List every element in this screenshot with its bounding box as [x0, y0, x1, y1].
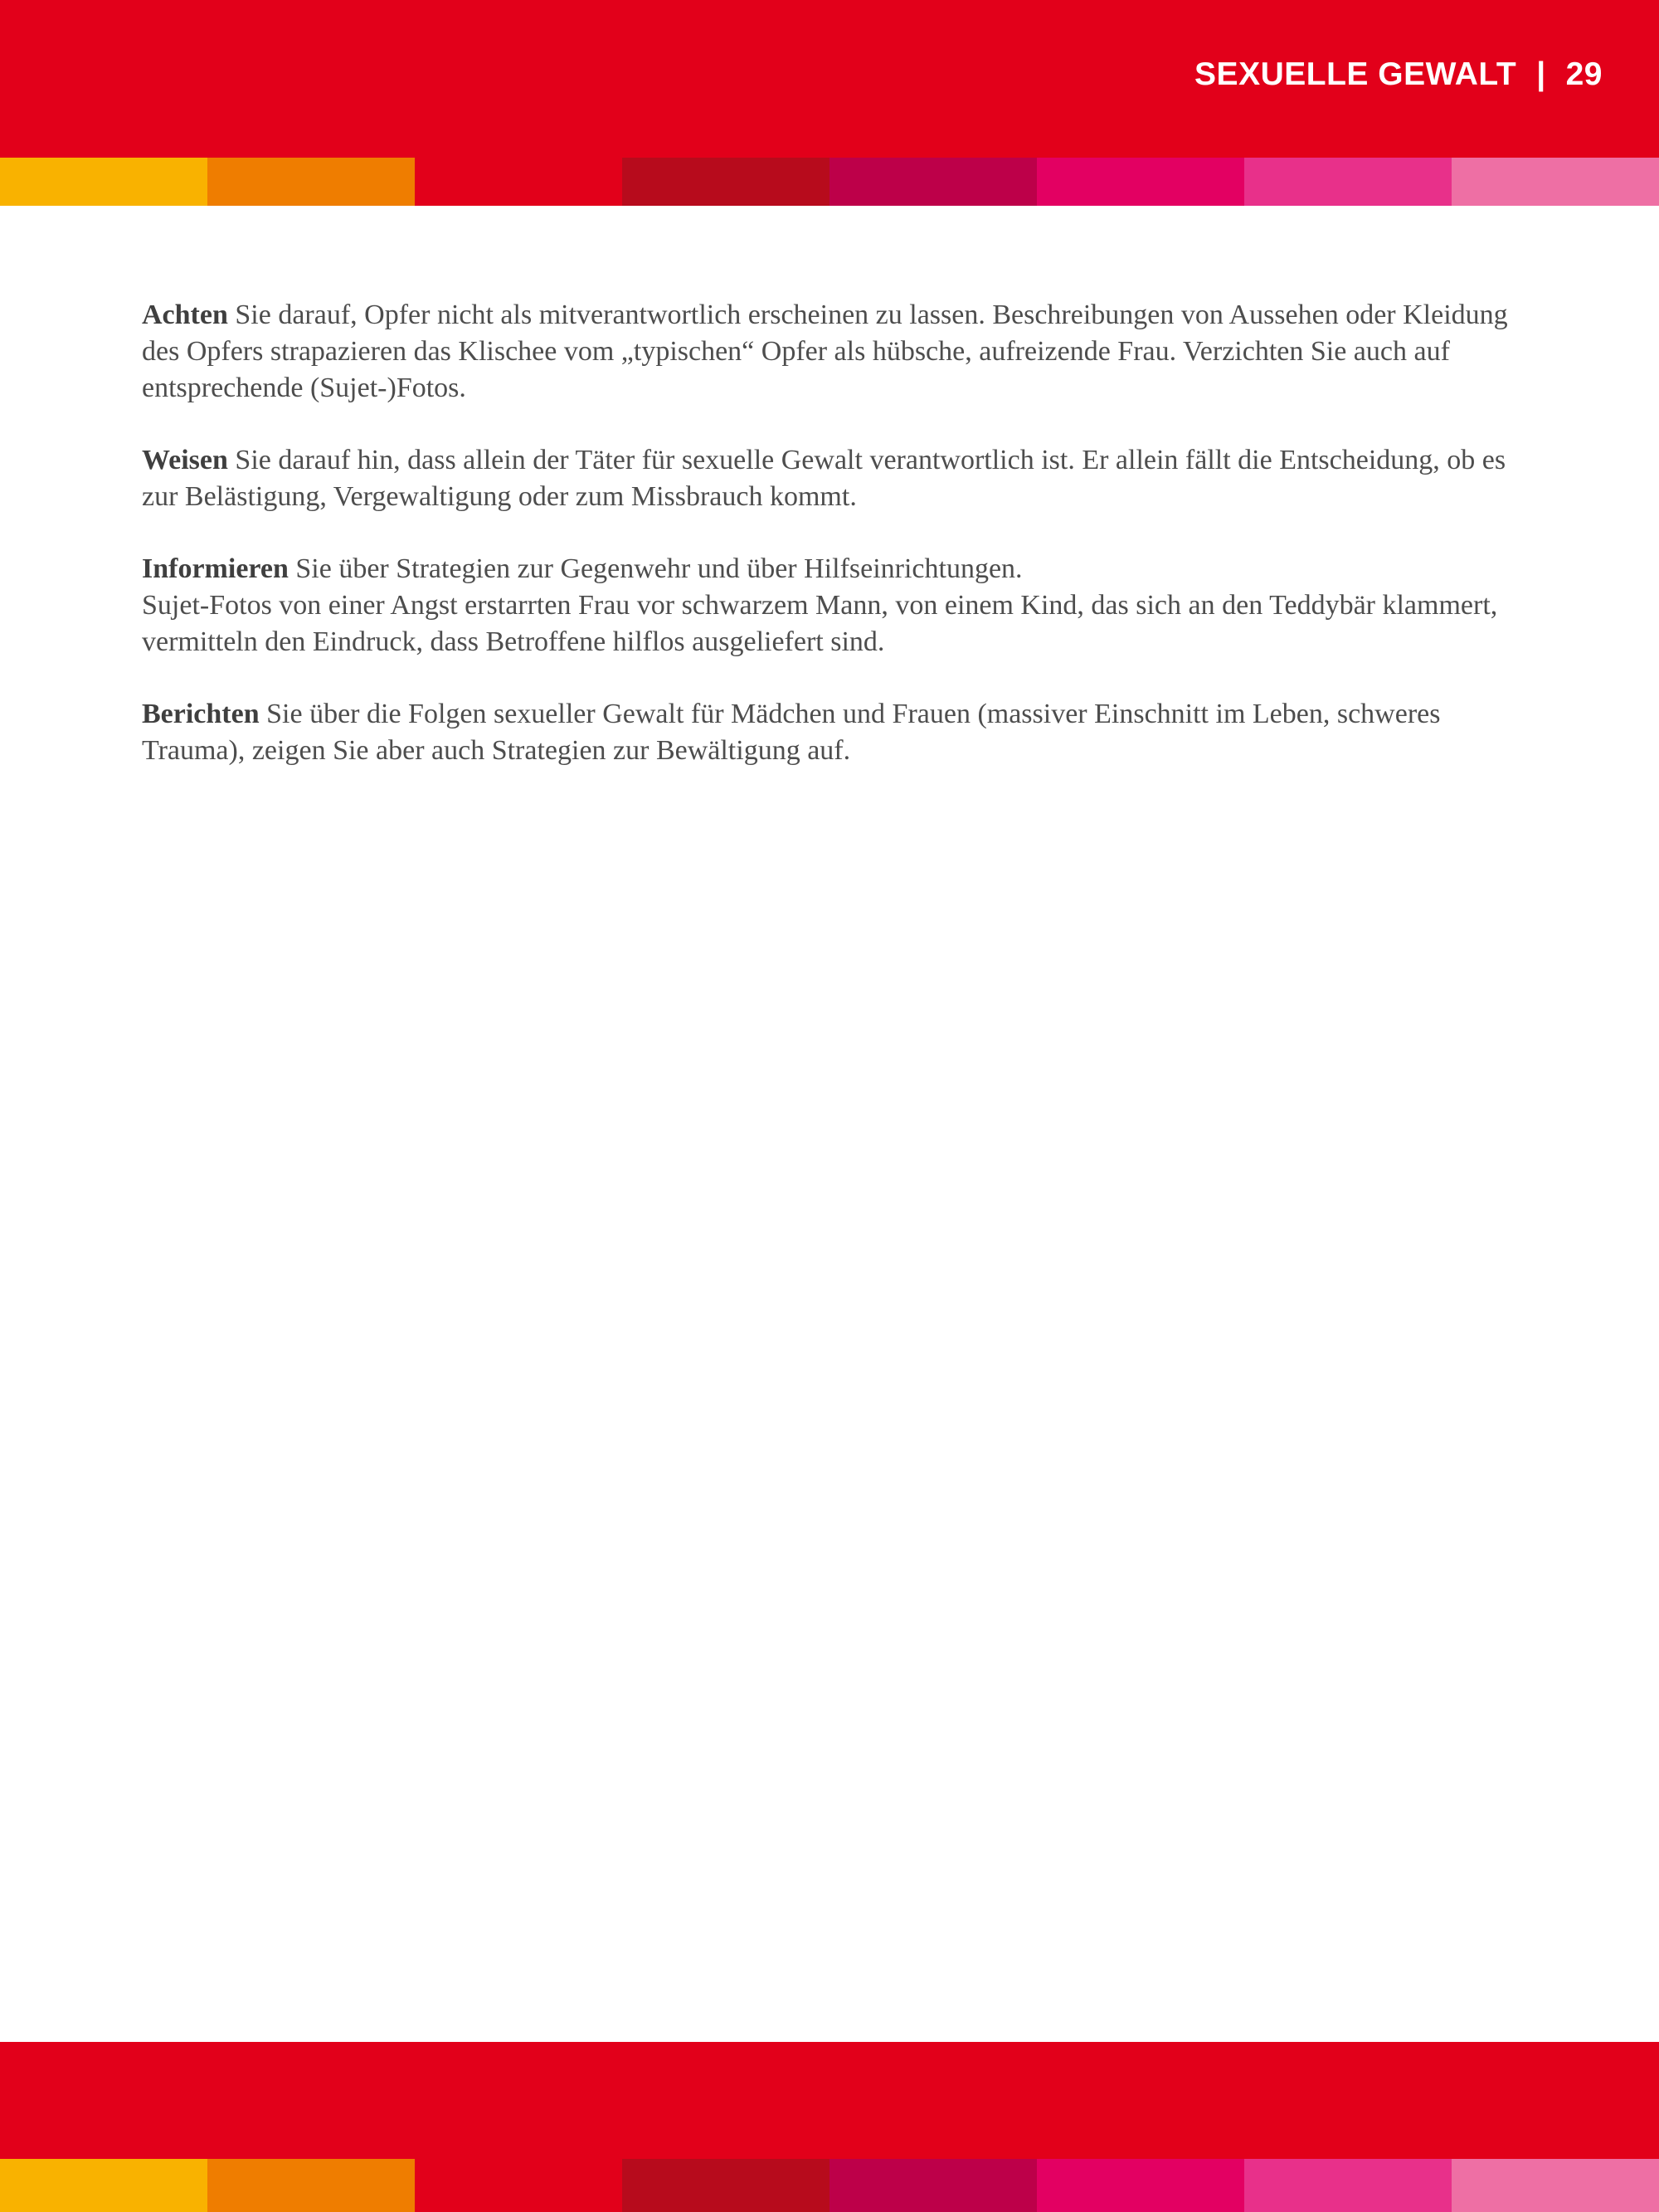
- header-separator: |: [1536, 56, 1546, 92]
- paragraph-lead: Weisen: [142, 445, 228, 475]
- stripe-segment-4: [622, 2159, 830, 2212]
- bottom-color-stripe: [0, 2159, 1659, 2212]
- paragraph-lead: Informieren: [142, 553, 289, 584]
- stripe-segment-5: [830, 158, 1037, 206]
- stripe-segment-7: [1244, 158, 1452, 206]
- paragraph-text: Sie darauf, Opfer nicht als mitverantwortlich erscheinen zu lassen. Beschreibungen von Aussehen oder Kleidung des Opfers strapazieren das Klischee vom „typischen“ Opfer als hübsche, aufreizende Frau. Verzichten Sie auch auf entsprechende (Sujet-)Fotos.: [142, 300, 1508, 403]
- stripe-segment-2: [207, 2159, 415, 2212]
- paragraph-weisen: [142, 442, 1535, 515]
- stripe-segment-3: [415, 158, 622, 206]
- paragraph-text: Sie über Strategien zur Gegenwehr und über Hilfseinrichtungen.: [295, 553, 1023, 584]
- stripe-segment-3: [415, 2159, 622, 2212]
- top-color-stripe: [0, 158, 1659, 206]
- stripe-segment-7: [1244, 2159, 1452, 2212]
- footer-band: [0, 2042, 1659, 2159]
- paragraph-berichten: [142, 696, 1535, 769]
- paragraph-continuation: Sujet-Fotos von einer Angst erstarrten Frau vor schwarzem Mann, von einem Kind, das sich an den Teddybär klammert, vermitteln den Eindruck, dass Betroffene hilflos ausgeliefert sind.: [142, 590, 1498, 657]
- stripe-segment-6: [1037, 2159, 1244, 2212]
- stripe-segment-8: [1452, 158, 1659, 206]
- paragraph-lead: Achten: [142, 300, 228, 330]
- stripe-segment-2: [207, 158, 415, 206]
- paragraph-text: Sie darauf hin, dass allein der Täter für sexuelle Gewalt verantwortlich ist. Er allein fällt die Entscheidung, ob es zur Belästigung, Vergewaltigung oder zum Missbrauch kommt.: [142, 445, 1506, 512]
- stripe-segment-5: [830, 2159, 1037, 2212]
- running-header: [1194, 58, 1603, 90]
- stripe-segment-1: [0, 2159, 207, 2212]
- header-band: [0, 0, 1659, 158]
- section-title: SEXUELLE GEWALT: [1194, 56, 1517, 92]
- paragraph-informieren: [142, 551, 1535, 660]
- stripe-segment-1: [0, 158, 207, 206]
- paragraph-text: Sie über die Folgen sexueller Gewalt für Mädchen und Frauen (massiver Einschnitt im Leben, schweres Trauma), zeigen Sie aber auch Strategien zur Bewältigung auf.: [142, 699, 1441, 766]
- stripe-segment-8: [1452, 2159, 1659, 2212]
- paragraph-lead: Berichten: [142, 699, 260, 729]
- body-text: [142, 297, 1535, 805]
- stripe-segment-6: [1037, 158, 1244, 206]
- paragraph-achten: [142, 297, 1535, 407]
- stripe-segment-4: [622, 158, 830, 206]
- page-number: 29: [1565, 56, 1603, 92]
